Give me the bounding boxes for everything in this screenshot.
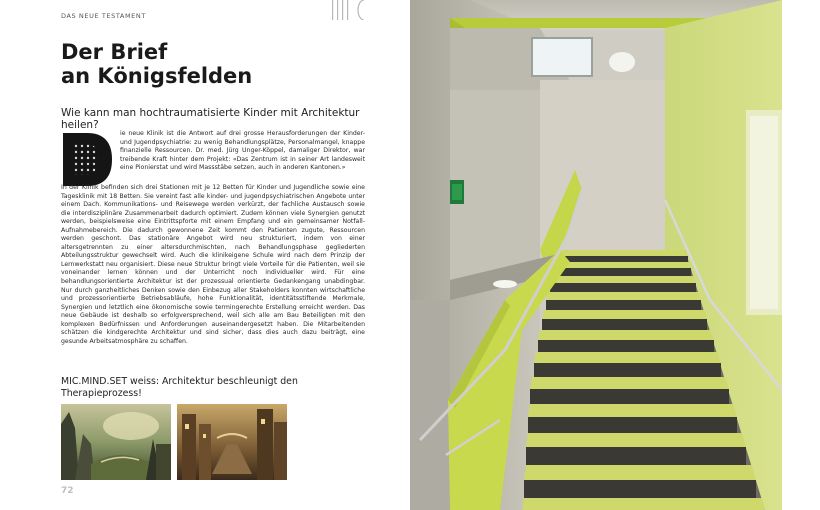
title-line-2: an Königsfelden — [61, 64, 253, 88]
staircase-photo — [410, 0, 782, 510]
subtitle: Wie kann man hochtraumatisierte Kinder mit Architektur heilen? — [61, 107, 360, 131]
title-line-1: Der Brief — [61, 40, 168, 64]
body-text-main: In der Klinik befinden sich drei Stationen mit je 12 Betten für Kinder und Jugendliche sowie eine Tagesklinik mit 18 Betten. Sie vereint fast alle kinder- und jugendpsychiatrischen Angebote unter einem Dach. Kommunikations- und Reisewege werden verkürzt, der fachliche Austausch sowie die interdisziplinäre Zusammenarbeit dadurch optimiert. Zudem können viele Synergien genutzt werden, beispielsweise eine Eintrittspforte mit einem Empfang und ein gemeinsamer Notfall-Aufnahmebereich. Die dadurch gewonnene Zeit kommt den Patienten zugute, Ressourcen werden geschont. Das stationäre Angebot wird neu strukturiert, indem von einer altersgetrennten zu einer altersdurchmischten, nach Behandlungsphase gegliederten Abteilungsstruktur gewechselt wird. Auch die klinikeigene Schule wird nach dem Prinzip der Lernwerkstatt neu organisiert. Diese neue Struktur bringt viele Vorteile für die Patienten, weil sie voneinander lernen können und der Unterricht noch individueller wird. Für eine behandlungsorientierte Architektur ist der prozessual orientierte Gedankengang unabdingbar. Nur durch ganzheitliches Denken sowie den Einbezug aller Stakeholders konnten wirtschaftliche und prozessorientierte Betriebsabläufe, hohe Funktionalität, identitätsstiftende Merkmale, Synergien und letztlich eine ökonomische sowie termingerechte Erstellung erreicht werden. Das neue Gebäude ist deshalb so erfolgversprechend, weil sich alle am Bau Beteiligten mit den komplexen Bedürfnissen und Anforderungen auseinandergesetzt haben. Die Mitarbeitenden schätzen die kindgerechte Architektur und sind sicher, dass dies auch dazu beiträgt, eine gesunde Arbeitsatmosphäre zu schaffen. — [61, 184, 365, 345]
thumbnail-fantasy-landscape — [61, 404, 171, 480]
body-text-intro: ie neue Klinik ist die Antwort auf drei grosse Herausforderungen der Kinder- und Jugendpsychiatrie: zu wenig Behandlungsplätze, Personalmangel, knappe finanzielle Ressourcen. Dr. med. Jürg Unger-Köppel, damaliger Direktor, war treibende Kraft hinter dem Projekt: «Das Zentrum ist in seiner Art landesweit eine Pionierstat und wird Massstäbe setzen, auch in anderen Kantonen.» — [120, 130, 365, 172]
right-page — [410, 0, 820, 510]
thumbnail-fantasy-city — [177, 404, 287, 480]
section-label: DAS NEUE TESTAMENT — [61, 12, 146, 20]
decorative-bars-icon — [330, 0, 370, 20]
page-number: 72 — [61, 486, 74, 496]
tagline: MIC.MIND.SET weiss: Architektur beschleunigt den Therapieprozess! — [61, 376, 298, 399]
page-title — [61, 40, 381, 88]
dropcap — [61, 131, 114, 188]
